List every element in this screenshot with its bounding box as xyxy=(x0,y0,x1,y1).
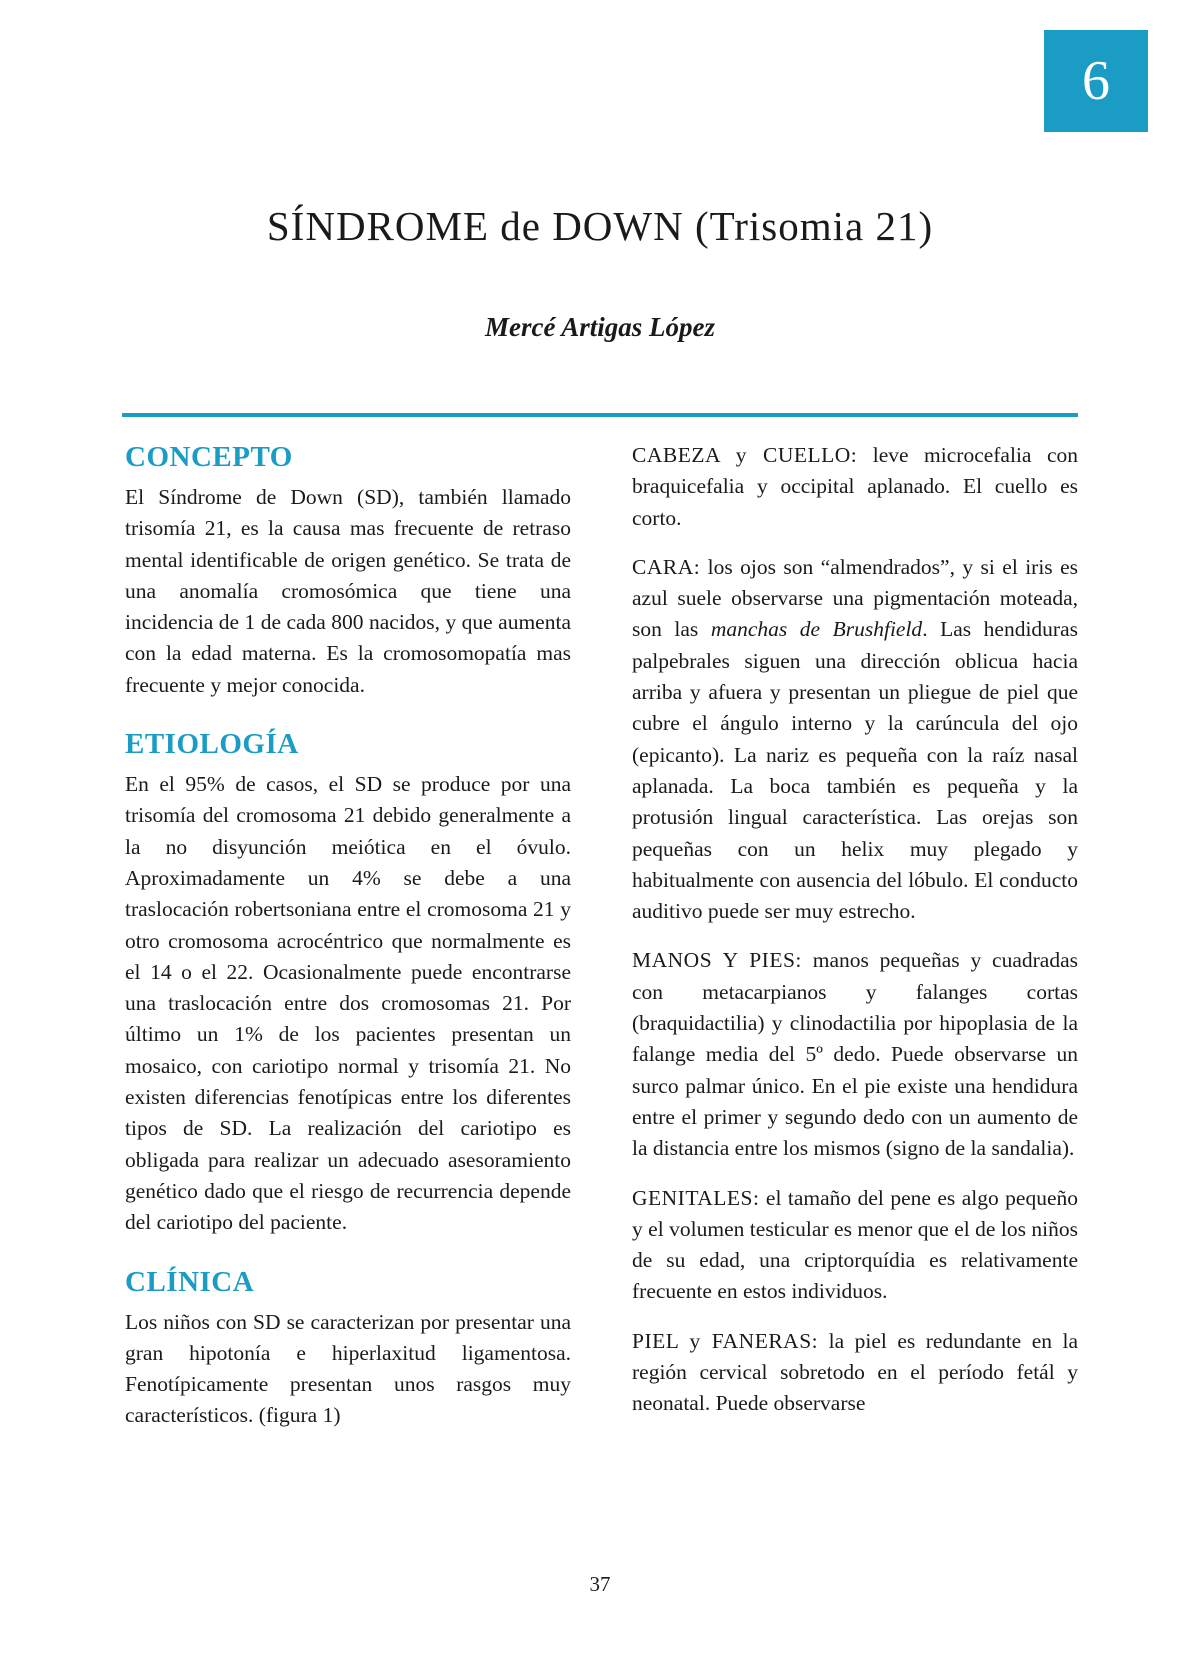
paragraph-cara xyxy=(632,552,1078,928)
term-genitales: GENITALES: xyxy=(632,1185,760,1210)
text-genitales: el tamaño del pene es algo pequeño y el volumen testicular es menor que el de los niños de su edad, una criptorquídia es relativamente frecuente en estos individuos. xyxy=(632,1185,1078,1304)
paragraph-cabeza-cuello xyxy=(632,440,1078,534)
paragraph-manos-pies xyxy=(632,945,1078,1164)
left-column xyxy=(125,440,571,1450)
paragraph-etiologia: En el 95% de casos, el SD se produce por una trisomía del cromosoma 21 debido generalmente a la no disyunción meiótica en el óvulo. Aproximadamente un 4% se debe a una traslocación robertsoniana entre el cromosoma 21 y otro cromosoma acrocéntrico que normalmente es el 14 o el 22. Ocasionalmente puede encontrarse una traslocación entre dos cromosomas 21. Por último un 1% de los pacientes presentan un mosaico, con cariotipo normal y trisomía 21. No existen diferencias fenotípicas entre los diferentes tipos de SD. La realización del cariotipo es obligada para realizar un adecuado asesoramiento genético dado que el riesgo de recurrencia depende del cariotipo del paciente. xyxy=(125,772,571,1235)
page-number: 37 xyxy=(589,1572,611,1596)
text-cara-part2: . Las hendiduras palpebrales siguen una dirección oblicua hacia arriba y afuera y presentan un pliegue de piel que cubre el ángulo interno y la carúncula del ojo (epicanto). La nariz es pequeña con la raíz nasal aplanada. La boca también es pequeña y la protusión lingual característica. Las orejas son pequeñas con un helix muy plegado y habitualmente con ausencia del lóbulo. El conducto auditivo puede ser muy estrecho. xyxy=(632,617,1078,924)
section-heading-clinica: CLÍNICA xyxy=(125,1265,255,1298)
paragraph-concepto: El Síndrome de Down (SD), también llamado trisomía 21, es la causa mas frecuente de retraso mental identificable de origen genético. Se trata de una anomalía cromosómica que tiene una incidencia de 1 de cada 800 nacidos, y que aumenta con la edad materna. Es la cromosomopatía mas frecuente y mejor conocida. xyxy=(125,485,571,697)
chapter-number-badge xyxy=(1044,30,1148,132)
chapter-number: 6 xyxy=(1082,50,1110,112)
text-manos-pies: manos pequeñas y cuadradas con metacarpianos y falanges cortas (braquidactilia) y clinodactilia por hipoplasia de la falange media del 5º dedo. Puede observarse un surco palmar único. En el pie existe una hendidura entre el primer y segundo dedo con un aumento de la distancia entre los mismos (signo de la sandalia). xyxy=(632,948,1079,1161)
term-cabeza-cuello: CABEZA y CUELLO: xyxy=(632,443,858,467)
paragraph-clinica: Los niños con SD se caracterizan por presentar una gran hipotonía e hiperlaxitud ligamentosa. Fenotípicamente presentan unos rasgos muy característicos. (figura 1) xyxy=(125,1309,571,1428)
author-name: Mercé Artigas López xyxy=(485,312,715,342)
section-heading-concepto: CONCEPTO xyxy=(125,441,293,473)
term-manos-pies: MANOS Y PIES: xyxy=(632,948,802,973)
paragraph-genitales xyxy=(632,1183,1078,1308)
text-piel-faneras: la piel es redundante en la región cervical sobretodo en el período fetál y neonatal. Puede observarse xyxy=(632,1328,1078,1416)
emphasis-manchas-brushfield: manchas de Brushfield xyxy=(710,617,923,642)
right-column xyxy=(632,440,1078,1438)
title-divider xyxy=(122,413,1078,417)
page-title: SÍNDROME de DOWN (Trisomia 21) xyxy=(266,203,934,249)
section-heading-etiologia: ETIOLOGÍA xyxy=(125,728,299,761)
term-cara: CARA: xyxy=(632,554,701,579)
text-cara-part1: los ojos son “almendrados”, y si el iris es azul suele observarse una pigmentación moteada, son las xyxy=(632,554,1078,642)
paragraph-piel-faneras xyxy=(632,1326,1078,1420)
term-piel-faneras: PIEL y FANERAS: xyxy=(632,1328,819,1353)
text-cabeza-cuello: leve microcefalia con braquicefalia y occipital aplanado. El cuello es corto. xyxy=(632,443,1078,530)
